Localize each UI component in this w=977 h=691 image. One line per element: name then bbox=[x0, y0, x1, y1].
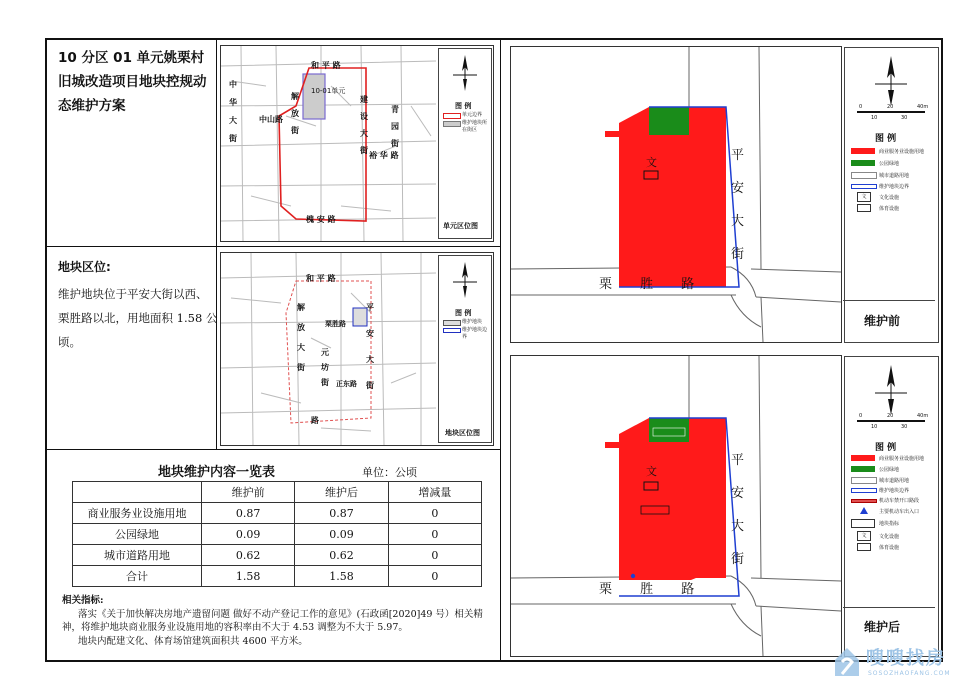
unit-location-map bbox=[220, 45, 494, 242]
scale-label: 40m bbox=[917, 104, 929, 110]
legend-swatch bbox=[851, 172, 877, 179]
table-header: 维护后 bbox=[295, 482, 388, 503]
street-pingan: 平 安 大 街 bbox=[366, 303, 374, 390]
legend-swatch bbox=[851, 184, 877, 189]
notes-line: 地块内配建文化、体育场馆建筑面积共 4600 平方米。 bbox=[78, 635, 308, 647]
legend-title: 图 例 bbox=[455, 102, 472, 110]
before-label: 维护前 bbox=[864, 314, 901, 328]
legend-label: 维护地块所在街区 bbox=[462, 120, 488, 133]
street-qingyuan: 青 园 街 bbox=[391, 105, 399, 148]
legend-label: 维护地块边界 bbox=[462, 327, 488, 340]
table-cell: 0.62 bbox=[295, 545, 388, 566]
table-cell: 0.87 bbox=[295, 503, 388, 524]
table-header bbox=[73, 482, 202, 503]
map-caption: 单元区位图 bbox=[443, 222, 478, 230]
table-cell: 0 bbox=[388, 545, 481, 566]
street-jiefang: 解 放 街 bbox=[291, 92, 299, 135]
legend-title: 图 例 bbox=[875, 134, 897, 144]
north-arrow-icon bbox=[439, 256, 491, 306]
unit-tag: 10-01单元 bbox=[311, 87, 346, 95]
table-row bbox=[73, 545, 482, 566]
scale-label: 10 bbox=[871, 424, 878, 430]
notes-line: 落实《关于加快解决房地产遗留问题 做好不动产登记工作的意见》(石政函[2020]49 号）相关精 bbox=[78, 608, 483, 620]
street-lisheng: 栗 胜 路 bbox=[599, 277, 697, 292]
street-heping: 和 平 路 bbox=[306, 274, 336, 283]
street-jianshe: 建 设 大 街 bbox=[360, 95, 368, 155]
culture-facility-icon: 文 bbox=[646, 156, 657, 169]
legend-swatch bbox=[851, 519, 875, 528]
watermark-text: 嗖嗖找房 bbox=[866, 648, 946, 669]
north-arrow-icon bbox=[439, 49, 491, 99]
table-cell: 0 bbox=[388, 503, 481, 524]
legend-swatch bbox=[857, 543, 871, 551]
legend-swatch bbox=[443, 121, 461, 127]
divider bbox=[46, 246, 500, 247]
after-label: 维护后 bbox=[864, 620, 901, 634]
after-plan-graphic bbox=[511, 356, 841, 656]
legend-label: 公园绿地 bbox=[879, 467, 900, 473]
summary-table bbox=[72, 481, 482, 587]
table-cell: 0 bbox=[388, 566, 481, 587]
house-logo-icon bbox=[832, 644, 862, 678]
street-pingan: 平 安 大 街 bbox=[731, 453, 745, 567]
park-green-land bbox=[649, 418, 689, 442]
legend-swatch bbox=[851, 477, 877, 484]
before-legend bbox=[844, 47, 939, 343]
street-yuhua: 裕 华 路 bbox=[369, 151, 399, 160]
street-lisheng: 栗胜路 bbox=[325, 320, 346, 328]
watermark bbox=[832, 640, 972, 684]
page-title: 10 分区 01 单元姚栗村旧城改造项目地块控规动态维护方案 bbox=[58, 50, 207, 114]
legend-label: 体育设施 bbox=[879, 545, 900, 551]
table-cell: 0.09 bbox=[202, 524, 295, 545]
street-zhengdong: 正东路 bbox=[336, 380, 357, 388]
divider bbox=[500, 39, 501, 661]
scale-label: 20 bbox=[887, 413, 894, 419]
notes-line: 神，将维护地块商业服务业设施用地的容积率由不大于 4.53 调整为不大于 5.97。 bbox=[62, 622, 408, 633]
legend-swatch: 文 bbox=[857, 192, 871, 202]
notes-heading: 相关指标: bbox=[62, 595, 104, 606]
before-plan-graphic bbox=[511, 47, 841, 342]
table-row bbox=[73, 524, 482, 545]
table-header-row bbox=[73, 482, 482, 503]
table-cell: 公园绿地 bbox=[73, 524, 202, 545]
street-zhonghua: 中 华 大 街 bbox=[229, 80, 237, 143]
commercial-land bbox=[605, 418, 726, 580]
entrance-triangle-icon bbox=[860, 507, 868, 514]
location-description: 维护地块位于平安大街以西、栗胜路以北，用地面积 1.58 公顷。 bbox=[58, 287, 218, 349]
legend-swatch bbox=[443, 113, 461, 119]
street-heping: 和 平 路 bbox=[311, 61, 341, 70]
legend-label: 文化设施 bbox=[879, 534, 900, 540]
legend-swatch: 文 bbox=[857, 531, 871, 541]
street-jiefang: 解 放 大 街 bbox=[297, 303, 305, 372]
table-header: 维护前 bbox=[202, 482, 295, 503]
table-cell: 0.62 bbox=[202, 545, 295, 566]
table-cell: 商业服务业设施用地 bbox=[73, 503, 202, 524]
park-green-land bbox=[649, 107, 689, 135]
legend-label: 文化设施 bbox=[879, 195, 900, 201]
legend-swatch bbox=[857, 204, 871, 212]
legend-swatch bbox=[851, 466, 875, 472]
summary-heading: 地块维护内容一览表 bbox=[158, 465, 276, 480]
unit-block bbox=[303, 74, 325, 119]
legend-label: 主要机动车出入口 bbox=[879, 509, 920, 515]
legend-label: 维护地块边界 bbox=[879, 488, 910, 494]
legend-swatch bbox=[851, 148, 875, 154]
table-header: 增减量 bbox=[388, 482, 481, 503]
legend-swatch bbox=[443, 328, 461, 333]
legend-swatch bbox=[443, 320, 461, 326]
scale-label: 0 bbox=[859, 104, 863, 110]
legend-label: 维护地块 bbox=[462, 319, 483, 325]
legend-label: 城市道路用地 bbox=[879, 173, 910, 179]
map-caption: 地块区位图 bbox=[445, 429, 480, 437]
legend-label: 体育设施 bbox=[879, 206, 900, 212]
culture-facility-icon: 文 bbox=[646, 465, 657, 478]
legend-label: 公园绿地 bbox=[879, 161, 900, 167]
legend-swatch bbox=[851, 455, 875, 461]
legend-swatch bbox=[851, 160, 875, 166]
legend-label: 维护地块边界 bbox=[879, 184, 910, 190]
legend-swatch bbox=[851, 488, 877, 493]
scale-label: 40m bbox=[917, 413, 929, 419]
location-heading: 地块区位: bbox=[58, 260, 111, 274]
after-legend bbox=[844, 356, 939, 657]
table-cell: 城市道路用地 bbox=[73, 545, 202, 566]
block-marker bbox=[353, 308, 367, 326]
table-cell: 0.87 bbox=[202, 503, 295, 524]
table-cell: 合计 bbox=[73, 566, 202, 587]
legend-swatch bbox=[851, 499, 877, 503]
scale-label: 0 bbox=[859, 413, 863, 419]
table-cell: 0.09 bbox=[295, 524, 388, 545]
divider bbox=[843, 300, 935, 301]
legend-label: 商业服务业设施用地 bbox=[879, 456, 925, 462]
legend-label: 机动车禁开口路段 bbox=[879, 498, 920, 504]
scale-label: 10 bbox=[871, 115, 878, 121]
legend-label: 商业服务业设施用地 bbox=[879, 149, 925, 155]
legend-title: 图 例 bbox=[875, 443, 897, 453]
block-map-legend bbox=[438, 255, 492, 443]
unit-map-legend bbox=[438, 48, 492, 239]
scale-label: 30 bbox=[901, 424, 908, 430]
divider bbox=[46, 449, 500, 450]
street-huaian: 槐 安 路 bbox=[306, 215, 336, 224]
table-cell: 1.58 bbox=[295, 566, 388, 587]
table-cell: 0 bbox=[388, 524, 481, 545]
table-row bbox=[73, 566, 482, 587]
divider bbox=[843, 607, 935, 608]
legend-title: 图 例 bbox=[455, 309, 472, 317]
table-row bbox=[73, 503, 482, 524]
table-cell: 1.58 bbox=[202, 566, 295, 587]
legend-label: 城市道路用地 bbox=[879, 478, 910, 484]
block-location-map bbox=[220, 252, 494, 446]
notes bbox=[62, 594, 502, 648]
legend-label: 单元边界 bbox=[462, 112, 483, 118]
watermark-subtext: SOSOZHAOFANG.COM bbox=[868, 670, 951, 677]
legend-label: 地块指标 bbox=[879, 521, 900, 527]
divider bbox=[216, 39, 217, 246]
scale-label: 20 bbox=[887, 104, 894, 110]
summary-unit: 单位：公顷 bbox=[362, 466, 417, 479]
street-pingan: 平 安 大 街 bbox=[731, 148, 745, 262]
street-zhongshan: 中山路 bbox=[259, 115, 283, 124]
scale-label: 30 bbox=[901, 115, 908, 121]
street-bottom: 路 bbox=[311, 416, 319, 425]
street-yuanfang: 元 坊 街 bbox=[321, 348, 329, 387]
street-lisheng: 栗 胜 路 bbox=[599, 582, 697, 597]
